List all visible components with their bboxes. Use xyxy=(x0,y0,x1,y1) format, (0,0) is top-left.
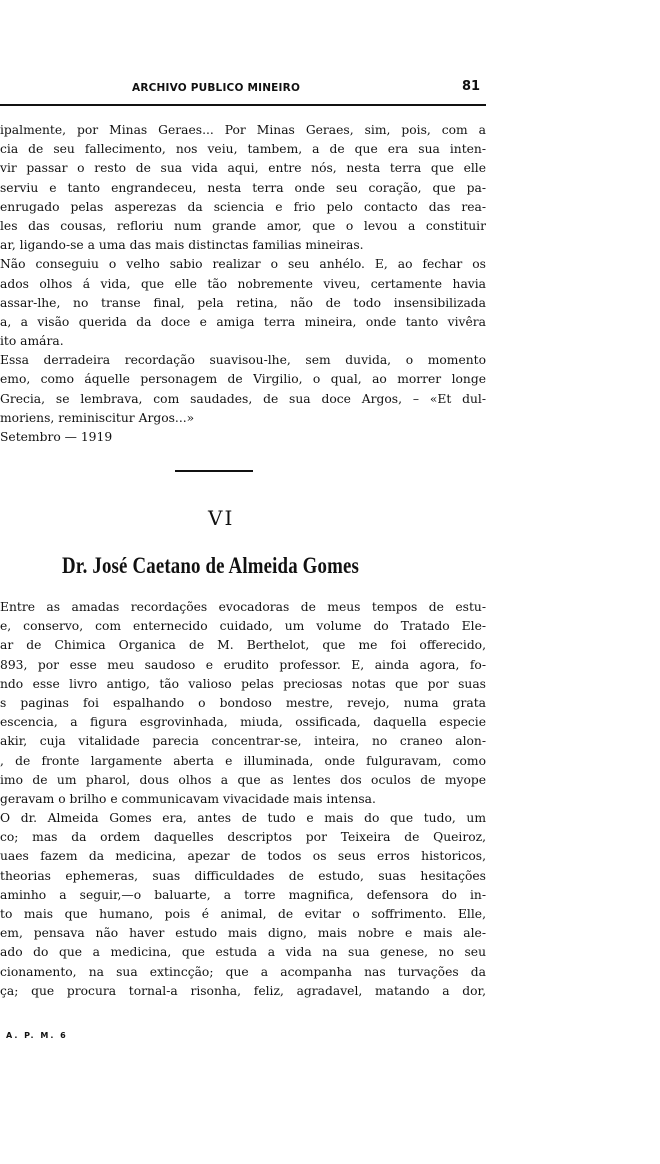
text-line: akir, cuja vitalidade parecia concentrar-se, inteira, no craneo alon- xyxy=(0,734,486,749)
article-title: Dr. José Caetano de Almeida Gomes xyxy=(62,553,360,578)
text-line: ndo esse livro antigo, tão valioso pelas preciosas notas que por suas xyxy=(0,676,486,691)
text-line: emo, como áquelle personagem de Virgilio, o qual, ao morrer longe xyxy=(0,372,486,387)
text-line: assar-lhe, no transe final, pela retina, não de todo insensibilizada xyxy=(0,295,486,310)
text-line: O dr. Almeida Gomes era, antes de tudo e mais do que tudo, um xyxy=(0,811,486,826)
text-line: escencia, a figura esgrovinhada, miuda, ossificada, daquella especie xyxy=(0,715,486,730)
text-line: em, pensava não haver estudo mais digno, mais nobre e mais ale- xyxy=(0,926,486,941)
text-line: ados olhos á vida, que elle tão nobremente viveu, certamente havia xyxy=(0,276,486,291)
text-line: cia de seu fallecimento, nos veiu, tambem, a de que era sua inten- xyxy=(0,142,486,157)
text-line: uaes fazem da medicina, apezar de todos os seus erros historicos, xyxy=(0,849,486,864)
text-line: moriens, reminiscitur Argos...» xyxy=(0,410,195,425)
text-line: e, conservo, com enternecido cuidado, um volume do Tratado Ele- xyxy=(0,619,486,634)
text-line: aminho a seguir,—o baluarte, a torre magnifica, defensora do in- xyxy=(0,887,486,902)
text-line: ar, ligando-se a uma das mais distinctas familias mineiras. xyxy=(0,238,364,253)
text-line: ado do que a medicina, que estuda a vida na sua genese, no seu xyxy=(0,945,486,960)
text-line: 893, por esse meu saudoso e erudito professor. E, ainda agora, fo- xyxy=(0,657,486,672)
text-line: vir passar o resto de sua vida aqui, entre nós, nesta terra que elle xyxy=(0,161,486,176)
text-line: to mais que humano, pois é animal, de evitar o soffrimento. Elle, xyxy=(0,907,486,921)
text-line: Entre as amadas recordações evocadoras de meus tempos de estu- xyxy=(0,600,486,614)
printer-signature: A. P. M. 6 xyxy=(6,1031,68,1040)
text-line: s paginas foi espalhando o bondoso mestre, revejo, numa grata xyxy=(0,695,486,710)
text-line: serviu e tanto engrandeceu, nesta terra onde seu coração, que pa- xyxy=(0,180,486,195)
text-line: Grecia, se lembrava, com saudades, de sua doce Argos, – «Et dul- xyxy=(0,391,486,406)
text-line: ito amára. xyxy=(0,334,64,349)
section-number: VI xyxy=(208,506,235,530)
text-line: ça; que procura tornal-a risonha, feliz, agradavel, matando a dor, xyxy=(0,983,486,998)
text-line: les das cousas, refloriu num grande amor, que o levou a constituir xyxy=(0,218,486,233)
text-line: co; mas da ordem daquelles descriptos por Teixeira de Queiroz, xyxy=(0,830,486,845)
page-header xyxy=(0,79,486,106)
section-divider xyxy=(175,470,253,472)
text-line: Essa derradeira recordação suavisou-lhe, sem duvida, o momento xyxy=(0,353,486,368)
text-line: ar de Chimica Organica de M. Berthelot, que me foi offerecido, xyxy=(0,638,486,653)
page-number: 81 xyxy=(462,79,481,94)
text-line: imo de um pharol, dous olhos a que as lentes dos oculos de myope xyxy=(0,772,486,787)
text-line: , de fronte largamente aberta e illuminada, onde fulguravam, como xyxy=(0,753,486,768)
text-line: ipalmente, por Minas Geraes... Por Minas Geraes, sim, pois, com a xyxy=(0,123,486,137)
text-line: cionamento, na sua extincção; que a acompanha nas turvações da xyxy=(0,964,486,979)
text-block-article xyxy=(0,598,486,1001)
running-title: ARCHIVO PUBLICO MINEIRO xyxy=(132,82,301,94)
text-line: Não conseguiu o velho sabio realizar o seu anhélo. E, ao fechar os xyxy=(0,257,486,272)
date-line: Setembro — 1919 xyxy=(0,430,113,444)
text-block-closing xyxy=(0,121,486,447)
text-line: a, a visão querida da doce e amiga terra mineira, onde tanto vivêra xyxy=(0,314,486,329)
text-line: theorias ephemeras, suas difficuldades de estudo, suas hesitações xyxy=(0,868,486,883)
text-line: enrugado pelas asperezas da sciencia e frio pelo contacto das rea- xyxy=(0,199,486,214)
text-line: geravam o brilho e communicavam vivacidade mais intensa. xyxy=(0,791,376,806)
